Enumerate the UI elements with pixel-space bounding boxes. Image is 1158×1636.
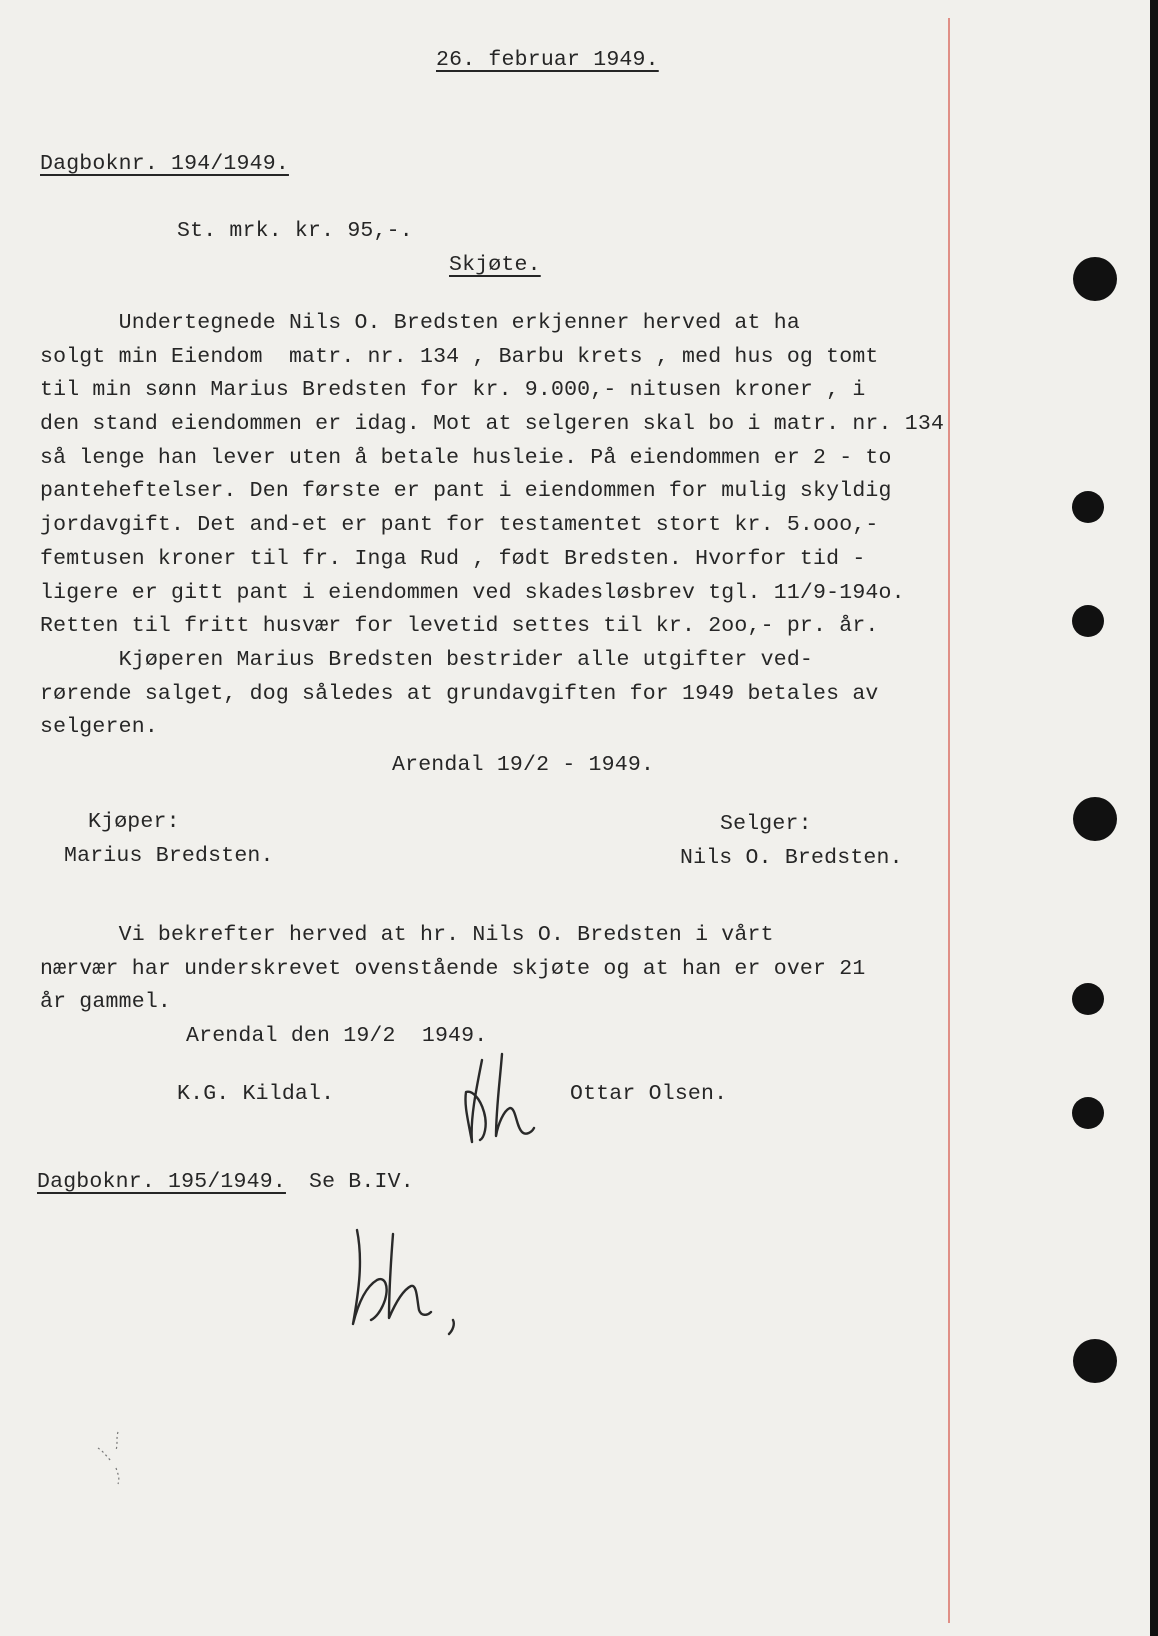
deed-body	[40, 307, 945, 745]
buyer-label: Kjøper:	[88, 810, 180, 834]
witness-place-date: Arendal den 19/2 1949.	[186, 1024, 488, 1048]
body-line: selgeren.	[40, 715, 158, 740]
dagboknr-194: Dagboknr. 194/1949.	[40, 152, 289, 176]
seller-label: Selger:	[720, 812, 812, 836]
body-line: jordavgift. Det and-et er pant for testamentet stort kr. 5.ooo,-	[40, 513, 879, 538]
witness-1: K.G. Kildal.	[177, 1082, 335, 1106]
faint-pencil-mark	[88, 1428, 138, 1488]
witness-statement	[40, 919, 940, 1020]
body-line: Kjøperen Marius Bredsten bestrider alle utgifter ved-	[40, 647, 814, 672]
buyer-name: Marius Bredsten.	[64, 844, 274, 868]
punch-hole	[1072, 491, 1104, 523]
body-line: Retten til fritt husvær for levetid settes til kr. 2oo,- pr. år.	[40, 614, 879, 639]
witness-line: Vi bekrefter herved at hr. Nils O. Bredsten i vårt	[40, 923, 774, 947]
body-line: femtusen kroner til fr. Inga Rud , født Bredsten. Hvorfor tid -	[40, 546, 866, 571]
witness-line: år gammel.	[40, 990, 172, 1015]
handwritten-initials	[345, 1220, 465, 1340]
date-heading: 26. februar 1949.	[436, 48, 659, 72]
stamp-duty: St. mrk. kr. 95,-.	[177, 219, 413, 243]
dagboknr-195: Dagboknr. 195/1949.	[37, 1170, 286, 1194]
body-line: den stand eiendommen er idag. Mot at selgeren skal bo i matr. nr. 134	[40, 412, 945, 437]
margin-rule	[948, 18, 950, 1623]
body-line: Undertegnede Nils O. Bredsten erkjenner herved at ha	[40, 311, 800, 335]
punch-hole	[1072, 983, 1104, 1015]
body-line: panteheftelser. Den første er pant i eiendommen for mulig skyldig	[40, 479, 892, 504]
body-line: solgt min Eiendom matr. nr. 134 , Barbu krets , med hus og tomt	[40, 344, 879, 369]
seller-name: Nils O. Bredsten.	[680, 846, 903, 870]
punch-hole	[1073, 257, 1117, 301]
body-line: til min sønn Marius Bredsten for kr. 9.000,- nitusen kroner , i	[40, 378, 866, 403]
handwritten-initials	[462, 1050, 552, 1150]
document-title: Skjøte.	[449, 253, 541, 277]
witness-2: Ottar Olsen.	[570, 1082, 728, 1106]
punch-hole	[1073, 797, 1117, 841]
scan-edge	[1150, 0, 1158, 1636]
entry2-reference: Se B.IV.	[309, 1170, 414, 1194]
punch-hole	[1072, 1097, 1104, 1129]
place-date: Arendal 19/2 - 1949.	[392, 753, 655, 777]
punch-hole	[1073, 1339, 1117, 1383]
punch-hole	[1072, 605, 1104, 637]
witness-line: nærvær har underskrevet ovenstående skjøte og at han er over 21	[40, 956, 866, 981]
body-line: ligere er gitt pant i eiendommen ved skadesløsbrev tgl. 11/9-194o.	[40, 580, 905, 605]
body-line: rørende salget, dog således at grundavgiften for 1949 betales av	[40, 681, 879, 706]
body-line: så lenge han lever uten å betale husleie. På eiendommen er 2 - to	[40, 445, 892, 470]
